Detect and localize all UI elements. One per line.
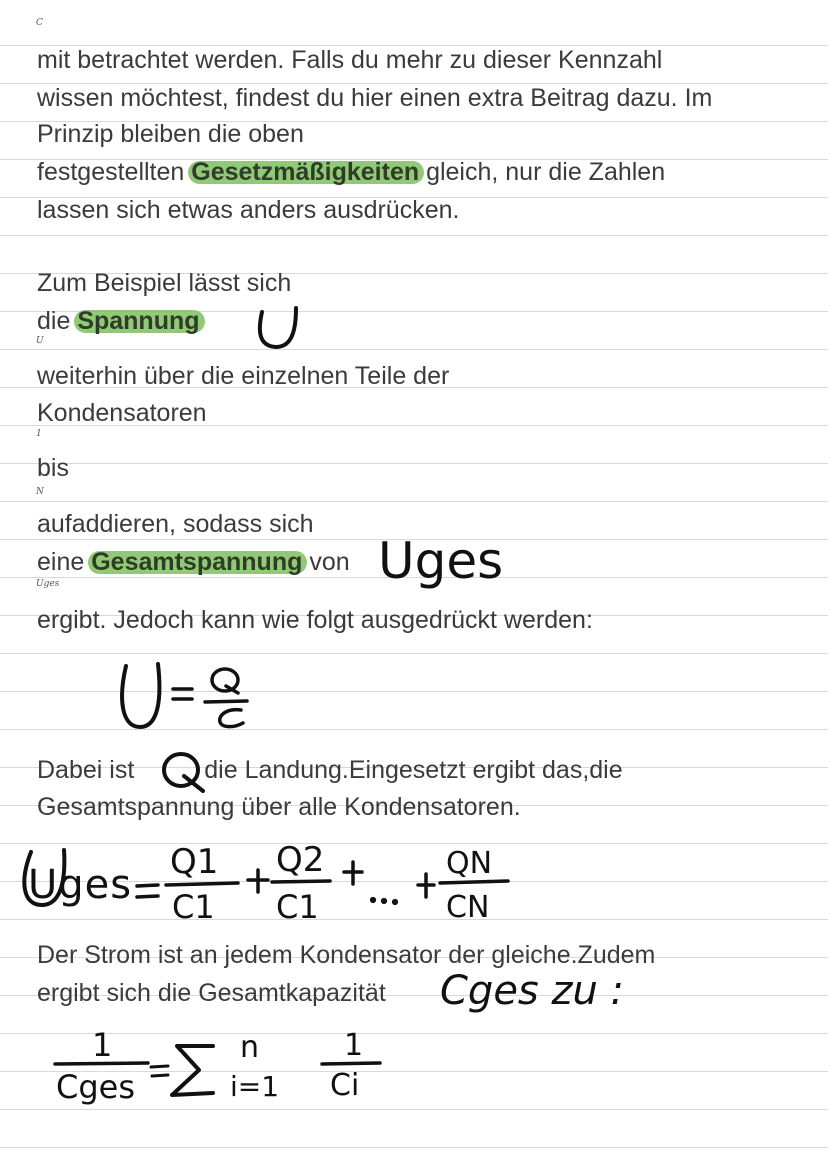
- cap-sigma-bottom: i=1: [230, 1070, 280, 1103]
- text-line-12-b: von: [302, 548, 350, 576]
- sum-lhs-text: Uges: [28, 862, 133, 908]
- text-line-1: mit betrachtet werden. Falls du mehr zu dieser Kennzahl: [37, 46, 663, 74]
- highlight-spannung: [77, 302, 199, 340]
- text-line-8: weiterhin über die einzelnen Teile der: [37, 362, 450, 390]
- text-line-9: Kondensatoren: [37, 399, 207, 427]
- text-line-7-a: die: [37, 307, 78, 335]
- cap-num1: 1: [92, 1026, 113, 1064]
- tiny-label-c: C: [36, 18, 43, 28]
- highlight-spannung-text: Spannung: [77, 307, 200, 335]
- cap-den2: Ci: [330, 1068, 360, 1103]
- sum-term2-num: Q2: [276, 840, 325, 880]
- text-line-4: [37, 153, 665, 191]
- cap-sigma-top: n: [240, 1030, 260, 1065]
- handwritten-cges-zu: Cges zu :: [440, 968, 625, 1014]
- tiny-label-n: N: [36, 487, 44, 497]
- handwritten-uges: Uges: [378, 532, 504, 590]
- text-line-11: aufaddieren, sodass sich: [37, 510, 314, 538]
- text-line-14-b: die Landung.Eingesetzt ergibt das,die: [204, 756, 623, 784]
- highlight-gesetzmaessigkeiten: [191, 153, 419, 191]
- text-line-16: Der Strom ist an jedem Kondensator der gleiche.Zudem: [37, 941, 656, 969]
- highlight-gesetzmaessigkeiten-text: Gesetzmäßigkeiten: [191, 158, 420, 186]
- text-line-4-a: festgestellten: [37, 158, 192, 186]
- text-line-4-b: gleich, nur die Zahlen: [419, 158, 666, 186]
- handwritten-u-icon: [260, 308, 296, 347]
- text-line-3: Prinzip bleiben die oben: [37, 120, 304, 148]
- cap-den1: Cges: [56, 1068, 136, 1106]
- tiny-label-u: U: [36, 336, 44, 346]
- sum-term1-num: Q1: [170, 842, 219, 882]
- text-line-14-a: Dabei ist: [37, 756, 135, 784]
- text-line-5: lassen sich etwas anders ausdrücken.: [37, 196, 460, 224]
- sum-termN-den: CN: [446, 890, 490, 925]
- text-line-17: ergibt sich die Gesamtkapazität: [37, 979, 386, 1007]
- text-line-13: ergibt. Jedoch kann wie folgt ausgedrückt werden:: [37, 606, 593, 634]
- sum-termN-num: QN: [446, 846, 493, 881]
- text-line-12: [37, 543, 350, 581]
- text-line-7: [37, 302, 200, 340]
- text-line-12-a: eine: [37, 548, 92, 576]
- highlight-gesamtspannung: [91, 543, 302, 581]
- text-line-15: Gesamtspannung über alle Kondensatoren.: [37, 793, 521, 821]
- text-line-10: bis: [37, 454, 69, 482]
- formula-u-equals-q-over-c: [122, 664, 247, 727]
- text-line-2: wissen möchtest, findest du hier einen extra Beitrag dazu. Im: [37, 84, 713, 112]
- text-line-6: Zum Beispiel lässt sich: [37, 269, 292, 297]
- text-line-14: [37, 751, 623, 789]
- tiny-label-uges: Uges: [36, 579, 60, 589]
- highlight-gesamtspannung-text: Gesamtspannung: [91, 548, 303, 576]
- sum-term1-den: C1: [172, 888, 215, 926]
- tiny-label-1: 1: [36, 429, 42, 439]
- sum-term2-den: C1: [276, 888, 319, 926]
- cap-num2: 1: [344, 1028, 364, 1063]
